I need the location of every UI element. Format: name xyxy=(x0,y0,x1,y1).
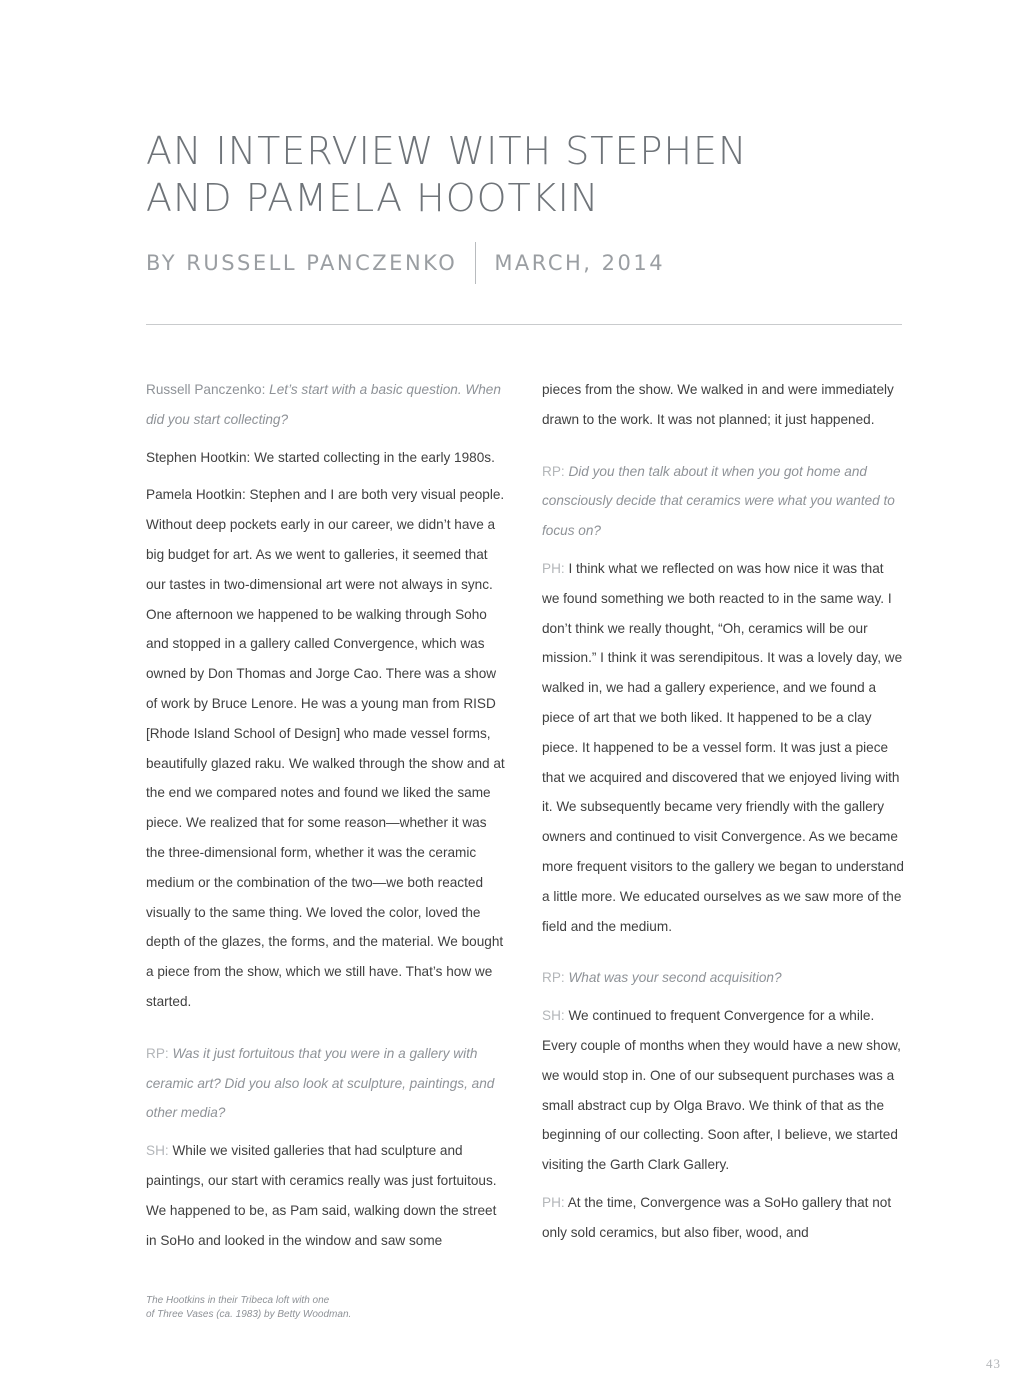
answer-continuation xyxy=(542,375,904,435)
question-paragraph xyxy=(542,457,904,546)
question-text: Was it just fortuitous that you were in a gallery with ceramic art? Did you also look at sculpture, paintings, and other media? xyxy=(146,1045,495,1121)
speaker-label: RP: xyxy=(542,970,565,986)
question-paragraph xyxy=(146,375,508,435)
answer-text: We started collecting in the early 1980s. xyxy=(254,449,495,465)
speaker-label: RP: xyxy=(542,463,565,479)
speaker-label: PH: xyxy=(542,560,565,576)
answer-text: At the time, Convergence was a SoHo gallery that not only sold ceramics, but also fiber, wood, and xyxy=(542,1194,892,1240)
answer-paragraph xyxy=(146,480,508,1016)
question-text: What was your second acquisition? xyxy=(568,970,782,986)
left-column xyxy=(146,375,508,1263)
answer-text: We continued to frequent Convergence for a while. Every couple of months when they would have a new show, we would stop in. One of our subsequent purchases was a small abstract cup by Olga Bravo. We think of that as the beginning of our collecting. Soon after, I believe, we started visiting the Garth Clark Gallery. xyxy=(542,1008,901,1173)
answer-text: Stephen and I are both very visual people. Without deep pockets early in our career, we didn’t have a big budget for art. As we went to galleries, it seemed that our tastes in two-dimensional art were not always in sync. One afternoon we happened to be walking through Soho and stopped in a gallery called Convergence, which was owned by Don Thomas and Jorge Cao. There was a show of work by Bruce Lenore. He was a young man from RISD [Rhode Island School of Design] who made vessel forms, beautifully glazed raku. We walked through the show and at the end we compared notes and found we liked the same piece. We realized that for some reason—whether it was the three-dimensional form, whether it was the ceramic medium or the combination of the two—we both reacted visually to the same thing. We loved the color, loved the depth of the glazes, the forms, and the material. We bought a piece from the show, which we still have. That’s how we started. xyxy=(146,487,505,1009)
byline-divider xyxy=(475,242,476,284)
question-paragraph xyxy=(542,963,904,993)
caption-line-1: The Hootkins in their Tribeca loft with one xyxy=(146,1295,330,1306)
speaker-label: Stephen Hootkin: xyxy=(146,449,251,465)
answer-paragraph xyxy=(542,554,904,941)
header-rule xyxy=(146,324,902,325)
byline xyxy=(146,242,665,284)
answer-paragraph xyxy=(542,1001,904,1180)
answer-paragraph xyxy=(542,1188,904,1248)
question-text: Did you then talk about it when you got home and consciously decide that ceramics were what you wanted to focus on? xyxy=(542,463,895,539)
right-column xyxy=(542,375,904,1256)
speaker-label: PH: xyxy=(542,1194,565,1210)
speaker-label: SH: xyxy=(542,1008,565,1024)
article-title xyxy=(146,128,906,222)
date: MARCH, 2014 xyxy=(494,251,666,275)
title-line-2: AND PAMELA HOOTKIN xyxy=(146,176,600,220)
photo-caption xyxy=(146,1294,406,1322)
page-number: 43 xyxy=(986,1356,1001,1371)
answer-text: pieces from the show. We walked in and were immediately drawn to the work. It was not planned; it just happened. xyxy=(542,382,894,427)
answer-paragraph xyxy=(146,443,508,473)
caption-line-2: of Three Vases (ca. 1983) by Betty Woodman. xyxy=(146,1309,352,1320)
speaker-label: Pamela Hootkin: xyxy=(146,487,246,503)
answer-text: While we visited galleries that had sculpture and paintings, our start with ceramics really was just fortuitous. We happened to be, as Pam said, walking down the street in SoHo and looked in the window and saw some xyxy=(146,1143,497,1248)
question-paragraph xyxy=(146,1039,508,1128)
answer-text: I think what we reflected on was how nice it was that we found something we both reacted to in the same way. I don’t think we really thought, “Oh, ceramics will be our mission.” I think it was serendipitous. It was a lovely day, we walked in, we had a gallery experience, and we found a piece of art that we both liked. It happened to be a clay piece. It happened to be a vessel form. It was just a piece that we acquired and discovered that we enjoyed living with it. We subsequently became very friendly with the gallery owners and continued to visit Convergence. As we became more frequent visitors to the gallery we began to understand a little more. We educated ourselves as we saw more of the field and the medium. xyxy=(542,560,904,934)
speaker-label: SH: xyxy=(146,1143,169,1159)
speaker-label: RP: xyxy=(146,1045,169,1061)
answer-paragraph xyxy=(146,1136,508,1255)
author: BY RUSSELL PANCZENKO xyxy=(146,251,458,275)
speaker-label: Russell Panczenko: xyxy=(146,382,266,397)
question-text: Let’s start with a basic question. When did you start collecting? xyxy=(146,382,501,427)
title-line-1: AN INTERVIEW WITH STEPHEN xyxy=(146,129,748,173)
